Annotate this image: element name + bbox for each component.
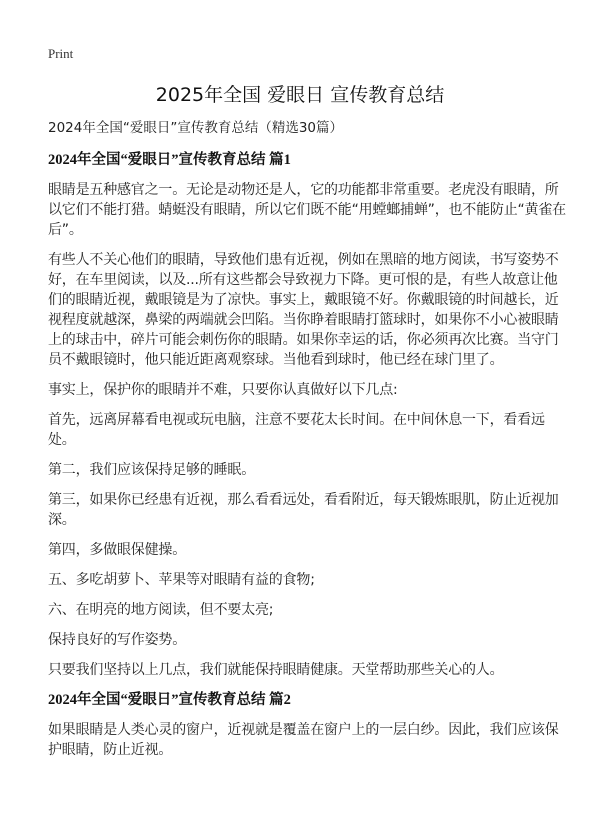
paragraph: 有些人不关心他们的眼睛，导致他们患有近视，例如在黑暗的地方阅读，书写姿势不好，在车里阅读，以及...所有这些都会导致视力下降。更可恨的是，有些人故意让他们的眼睛近视，戴眼镜是为了凉快。事实上，戴眼镜不好。你戴眼镜的时间越长，近视程度就越深，鼻梁的两端就会凹陷。当你睁着眼睛打篮球时，如果你不小心被眼睛上的球击中，碎片可能会刺伤你的眼睛。如果你幸运的话，你必须再次比赛。当守门员不戴眼镜时，他只能近距离观察球。当他看到球时，他已经在球门里了。 (48, 252, 559, 368)
document-title: 2025年全国 爱眼日 宣传教育总结 (155, 84, 445, 106)
paragraph: 第二，我们应该保持足够的睡眠。 (48, 462, 255, 478)
paragraph: 第四，多做眼保健操。 (48, 542, 186, 558)
print-label[interactable]: Print (48, 46, 74, 61)
section-2 (48, 690, 566, 760)
paragraph: 六、在明亮的地方阅读，但不要太亮; (48, 602, 274, 618)
section-heading: 2024年全国“爱眼日”宣传教育总结 篇2 (48, 692, 291, 708)
paragraph: 如果眼睛是人类心灵的窗户，近视就是覆盖在窗户上的一层白纱。因此，我们应该保护眼睛，防止近视。 (48, 722, 559, 758)
paragraph: 事实上，保护你的眼睛并不难，只要你认真做好以下几点: (48, 382, 398, 398)
paragraph: 只要我们坚持以上几点，我们就能保持眼睛健康。天堂帮助那些关心的人。 (48, 662, 504, 678)
document-body (48, 118, 566, 770)
paragraph: 五、多吃胡萝卜、苹果等对眼睛有益的食物; (48, 572, 315, 588)
paragraph: 首先，远离屏幕看电视或玩电脑，注意不要花太长时间。在中间休息一下，看看远处。 (48, 412, 545, 448)
paragraph: 眼睛是五种感官之一。无论是动物还是人，它的功能都非常重要。老虎没有眼睛，所以它们不能打猎。蜻蜓没有眼睛，所以它们既不能“用螳螂捕蝉”，也不能防止“黄雀在后”。 (48, 182, 566, 238)
section-heading: 2024年全国“爱眼日”宣传教育总结 篇1 (48, 152, 291, 168)
paragraph: 保持良好的写作姿势。 (48, 632, 186, 648)
section-1 (48, 150, 566, 680)
paragraph: 第三，如果你已经患有近视，那么看看远处，看看附近，每天锻炼眼肌，防止近视加深。 (48, 492, 559, 528)
document-subtitle: 2024年全国“爱眼日”宣传教育总结（精选30篇） (48, 120, 344, 136)
